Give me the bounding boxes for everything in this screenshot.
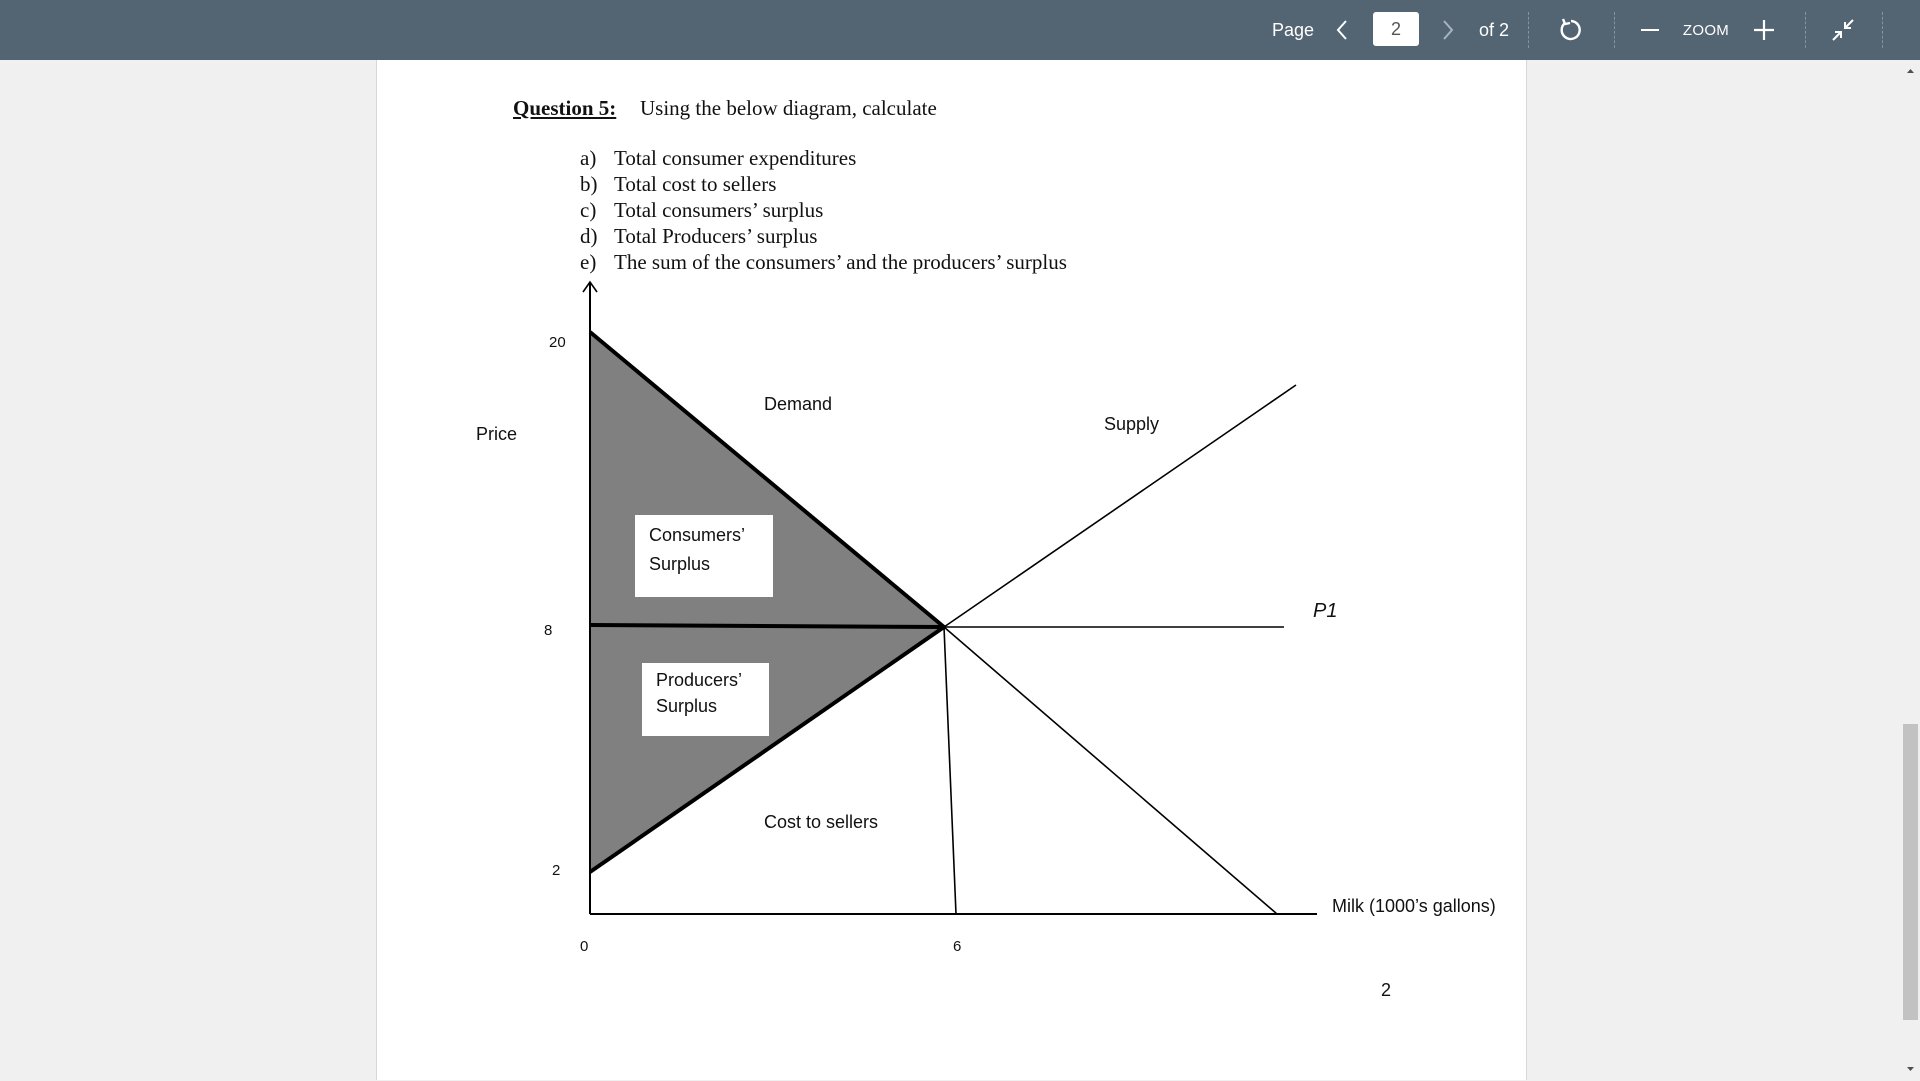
scroll-up-arrow-icon[interactable]	[1901, 64, 1920, 78]
y-axis-label: Price	[476, 424, 518, 444]
plus-icon[interactable]	[1751, 0, 1777, 60]
toolbar-divider	[1528, 12, 1529, 48]
chevron-right-icon[interactable]	[1436, 0, 1460, 60]
question-text: Using the below diagram, calculate	[640, 96, 937, 120]
demand-label: Demand	[764, 394, 833, 414]
toolbar-divider	[1614, 12, 1615, 48]
item-letter: c)	[580, 198, 597, 222]
item-text: Total consumers’ surplus	[614, 198, 824, 222]
zoom-label: ZOOM	[1682, 21, 1730, 39]
collapse-icon[interactable]	[1828, 0, 1858, 60]
page-count: of 2	[1478, 19, 1510, 40]
y-tick-label: 8	[544, 622, 553, 639]
rotate-icon[interactable]	[1556, 0, 1586, 60]
supply-label: Supply	[1104, 414, 1160, 434]
scroll-down-arrow-icon[interactable]	[1901, 1062, 1920, 1076]
quantity-line	[944, 627, 956, 914]
item-letter: d)	[580, 224, 598, 248]
item-letter: b)	[580, 172, 598, 196]
producers-surplus-label: Surplus	[656, 696, 718, 716]
producers-surplus-label: Producers’	[656, 670, 743, 690]
page-label: Page	[1271, 19, 1315, 40]
scrollbar-thumb[interactable]	[1903, 724, 1918, 1020]
producers-surplus-box	[642, 663, 769, 736]
chevron-left-icon[interactable]	[1330, 0, 1354, 60]
x-axis-label: Milk (1000’s gallons)	[1332, 896, 1496, 916]
item-text: The sum of the consumers’ and the producers’ surplus	[614, 250, 1067, 274]
x-tick-label: 0	[580, 938, 589, 955]
item-text: Total consumer expenditures	[614, 146, 857, 170]
item-text: Total cost to sellers	[614, 172, 777, 196]
p1-label: P1	[1313, 600, 1338, 622]
consumers-surplus-label: Surplus	[649, 554, 711, 574]
document-page	[376, 60, 1527, 1080]
minus-icon[interactable]	[1638, 0, 1662, 60]
toolbar-divider	[1882, 12, 1883, 48]
vertical-scrollbar[interactable]	[1901, 60, 1920, 1080]
y-tick-label: 20	[549, 334, 566, 351]
consumers-surplus-box	[635, 515, 773, 597]
demand-curve-lower	[944, 627, 1277, 914]
x-tick-label: 6	[953, 938, 962, 955]
toolbar-divider	[1805, 12, 1806, 48]
item-letter: e)	[580, 250, 597, 274]
question-label: Question 5:	[513, 96, 617, 120]
page-footer-number: 2	[1381, 980, 1392, 1000]
item-text: Total Producers’ surplus	[614, 224, 818, 248]
supply-demand-diagram	[377, 60, 1526, 1080]
consumers-surplus-label: Consumers’	[649, 525, 746, 545]
page-number-input[interactable]: 2	[1373, 12, 1419, 46]
price-line-p1-left	[590, 625, 944, 627]
item-letter: a)	[580, 146, 597, 170]
cost-to-sellers-label: Cost to sellers	[764, 812, 879, 832]
viewer-toolbar	[0, 0, 1920, 60]
y-tick-label: 2	[552, 862, 561, 879]
